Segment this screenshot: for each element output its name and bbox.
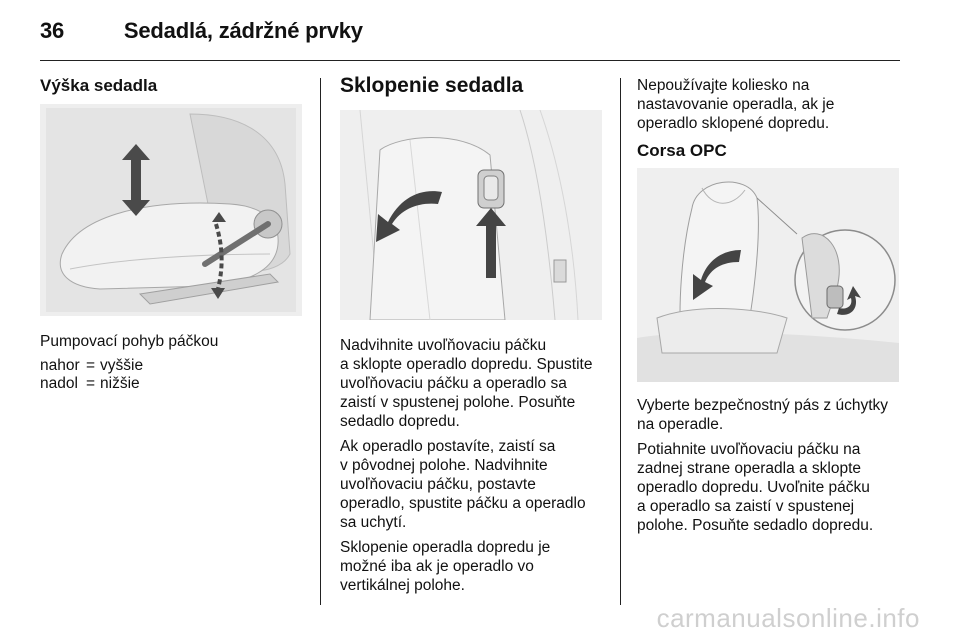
table-val-up: vyššie xyxy=(100,357,144,374)
column-1 xyxy=(40,76,305,95)
watermark: carmanualsonline.info xyxy=(656,603,920,633)
caption-pump-lever: Pumpovací pohyb páčkou xyxy=(40,333,219,350)
section-heading-seat-height: Výška sedadla xyxy=(40,76,158,95)
column-divider-1 xyxy=(320,78,321,605)
section-heading-seat-fold: Sklopenie sedadla xyxy=(340,74,524,97)
page-header xyxy=(40,18,363,44)
paragraph-fold-1: Nadvihnite uvoľňovaciu páčku a sklopte operadlo dopredu. Spustite uvoľňovaciu páčku a operadlo sa zaistí v spustenej polohe. Posuňte sedadlo dopredu. xyxy=(340,337,593,430)
table-val-down: nižšie xyxy=(100,375,140,392)
paragraph-fold-2: Ak operadlo postavíte, zaistí sa v pôvodnej polohe. Nadvihnite uvoľňovaciu páčku, postavte operadlo, spustite páčku a operadlo sa uchytí. xyxy=(340,438,586,531)
column-3-text xyxy=(637,396,909,541)
paragraph-opc-1: Vyberte bezpečnostný pás z úchytky na operadle. xyxy=(637,397,889,433)
seat-fold-illustration xyxy=(340,110,602,320)
seat-height-illustration xyxy=(40,104,302,316)
figure-corsa-opc xyxy=(637,168,899,382)
corsa-opc-illustration xyxy=(637,168,899,382)
figure-seat-fold xyxy=(340,110,602,320)
paragraph-opc-2: Potiahnite uvoľňovaciu páčku na zadnej strane operadla a sklopte operadlo dopredu. Uvoľnite páčku a operadlo sa zaistí v spustenej polohe. Posuňte sedadlo dopredu. xyxy=(637,441,874,534)
paragraph-warning-wheel: Nepoužívajte koliesko na nastavovanie operadla, ak je operadlo sklopené dopredu. xyxy=(637,77,835,132)
table-sep-up: = xyxy=(86,357,96,374)
column-2-text xyxy=(340,336,612,601)
column-divider-2 xyxy=(620,78,621,605)
height-direction-table xyxy=(40,357,305,393)
column-3 xyxy=(637,76,909,160)
table-key-up: nahor xyxy=(40,357,80,374)
header-rule xyxy=(40,60,900,61)
figure-seat-height xyxy=(40,104,302,316)
page-title: Sedadlá, zádržné prvky xyxy=(123,18,363,43)
column-1-lower xyxy=(40,332,305,393)
column-2 xyxy=(340,76,605,95)
section-heading-corsa-opc: Corsa OPC xyxy=(637,141,727,160)
page-number: 36 xyxy=(40,18,65,43)
paragraph-fold-3: Sklopenie operadla dopredu je možné iba ak je operadlo vo vertikálnej polohe. xyxy=(340,539,551,594)
table-key-down: nadol xyxy=(40,375,78,392)
table-sep-down: = xyxy=(86,375,96,392)
